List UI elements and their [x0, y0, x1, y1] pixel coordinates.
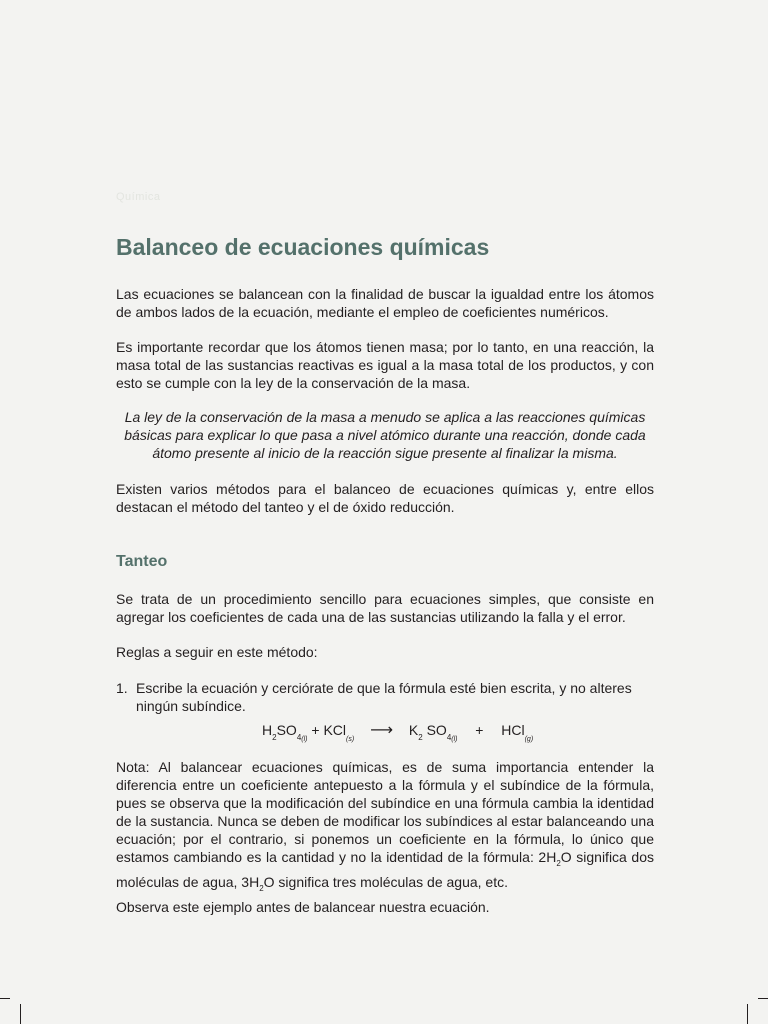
note-paragraph	[116, 758, 654, 898]
note-closing: Observa este ejemplo antes de balancear nuestra ecuación.	[116, 899, 490, 915]
product-1-sub-1: 2	[418, 733, 423, 742]
rules-intro: Reglas a seguir en este método:	[116, 644, 318, 660]
section-description: Se trata de un procedimiento sencillo para ecuaciones simples, que consiste en agregar los coeficientes de cada una de las sustancias utilizando la falla y el error.	[116, 591, 654, 625]
note-text-2: O significa dos moléculas de agua, 3H	[116, 849, 655, 890]
product-1-state: (l)	[451, 736, 458, 743]
reactant-1	[262, 722, 308, 743]
crop-mark	[758, 998, 768, 999]
chemical-equation	[262, 721, 533, 749]
plus-sign-2: +	[475, 722, 484, 738]
quote-paragraph: La ley de la conservación de la masa a menudo se aplica a las reacciones químicas básicas para explicar lo que pasa a nivel atómico durante una reacción, donde cada átomo presente al inicio de la reacción sigue presente al finalizar la misma.	[124, 409, 646, 461]
reactant-1-state: (l)	[301, 736, 308, 743]
reactant-2	[323, 722, 355, 743]
note-sub-2: 2	[259, 884, 264, 893]
reactant-2-state: (s)	[346, 736, 355, 743]
reaction-arrow-icon: ⟶	[370, 722, 394, 739]
crop-mark	[20, 1004, 21, 1024]
product-1-so: SO	[426, 722, 447, 738]
plus-sign-1: +	[311, 722, 320, 738]
reactant-1-so: SO	[276, 722, 297, 738]
rules-list	[116, 679, 654, 715]
note-block	[116, 758, 654, 916]
section-heading: Tanteo	[116, 553, 168, 570]
crop-mark	[747, 1004, 748, 1024]
product-2	[501, 722, 534, 743]
list-item-text: Escribe la ecuación y cerciórate de que la fórmula esté bien escrita, y no alteres ningún subíndice.	[136, 680, 632, 714]
note-sub-1: 2	[556, 859, 561, 868]
product-1	[408, 722, 458, 743]
list-item	[116, 679, 654, 715]
methods-paragraph: Existen varios métodos para el balanceo de ecuaciones químicas y, entre ellos destacan el método del tanteo y el de óxido reducción.	[116, 481, 654, 515]
note-text-3: O significa tres moléculas de agua, etc.	[263, 874, 508, 890]
product-2-state: (g)	[524, 736, 534, 743]
product-1-k: K	[408, 722, 419, 738]
product-2-formula: HCl	[501, 722, 525, 738]
list-item-number: 1.	[116, 680, 128, 696]
reactant-1-sub-2: 4	[296, 733, 302, 742]
page-title: Balanceo de ecuaciones químicas	[116, 234, 490, 260]
note-text-1: Nota: Al balancear ecuaciones químicas, es de suma importancia entender la diferencia entre un coeficiente antepuesto a la fórmula y el subíndice de la fórmula, pues se observa que la modificación del subíndice en una fórmula cambia la identidad de la sustancia. Nunca se deben de modificar los subíndices al estar balanceando una ecuación; por el contrario, si ponemos un coeficiente en la fórmula, lo único que estamos cambiando es la cantidad y no la identidad de la fórmula: 2H	[116, 759, 654, 865]
product-1-sub-2: 4	[446, 733, 452, 742]
reactant-2-formula: KCl	[323, 722, 347, 738]
mass-paragraph: Es importante recordar que los átomos tienen masa; por lo tanto, en una reacción, la masa total de las sustancias reactivas es igual a la masa total de los productos, y con esto se cumple con la ley de la conservación de la masa.	[116, 339, 654, 391]
header-label: Química	[116, 191, 161, 203]
intro-paragraph: Las ecuaciones se balancean con la finalidad de buscar la igualdad entre los átomos de ambos lados de la ecuación, mediante el empleo de coeficientes numéricos.	[116, 286, 654, 320]
crop-mark	[0, 998, 10, 999]
reactant-1-sub-1: 2	[272, 733, 277, 742]
reactant-1-h: H	[262, 722, 273, 738]
